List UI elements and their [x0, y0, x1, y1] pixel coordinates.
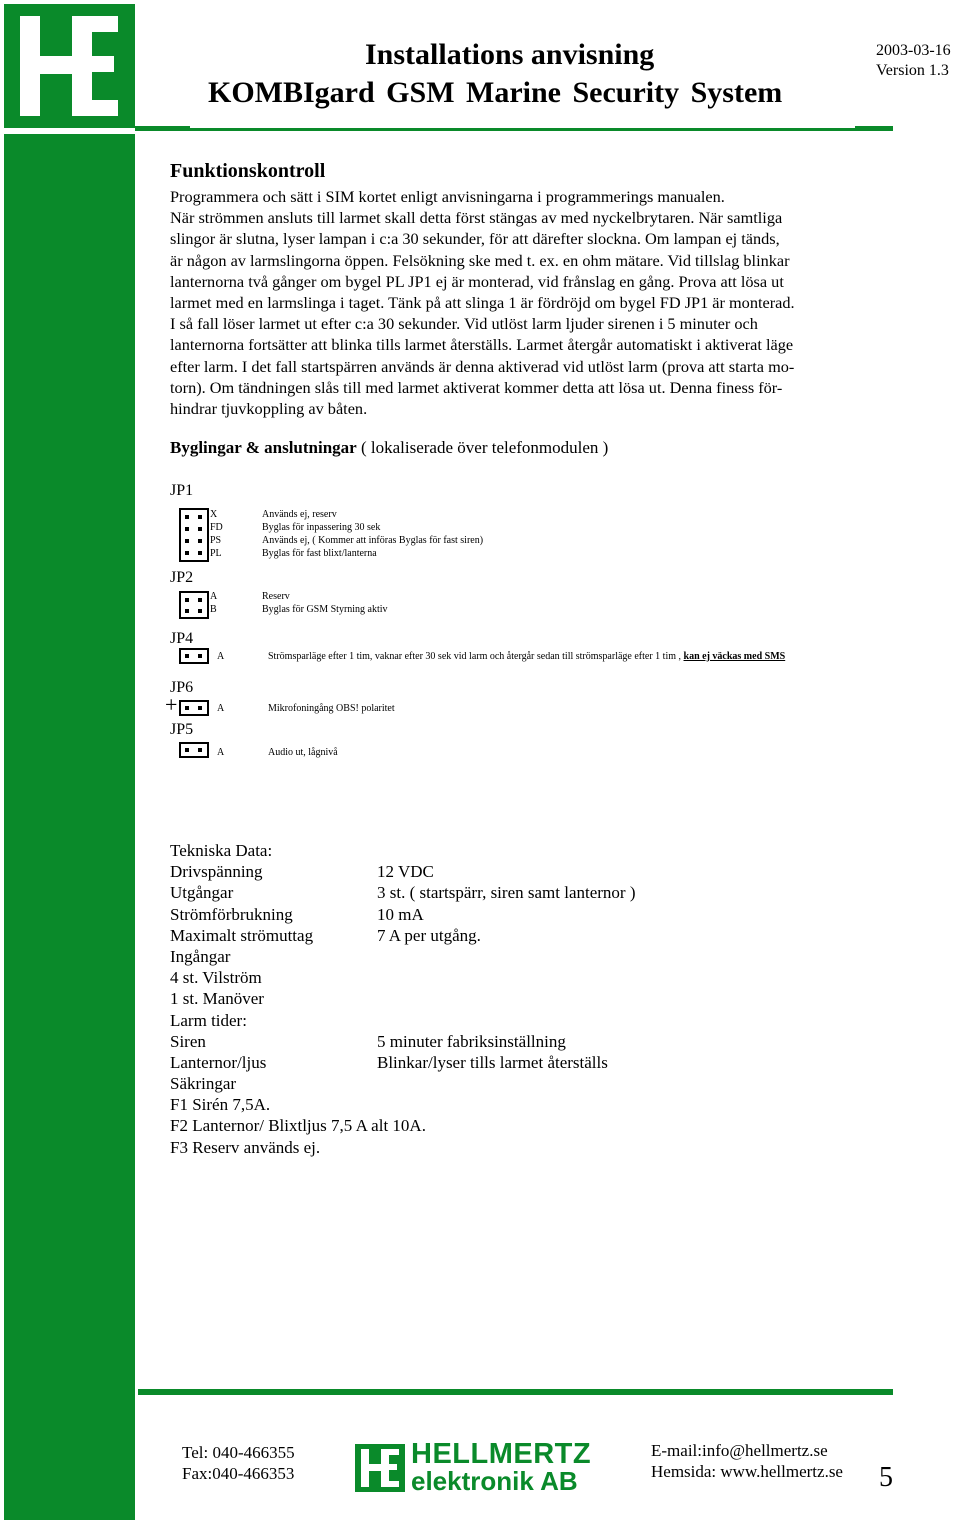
tech-row — [170, 1115, 426, 1136]
jp1-pin-x: X — [210, 509, 218, 520]
jp4-pin-a: A — [217, 651, 225, 662]
document-date: 2003-03-16 — [876, 42, 951, 59]
tech-value: Blinkar/lyser tills larmet återställs — [377, 1052, 608, 1072]
tech-row — [170, 1052, 608, 1073]
jp2-label: JP2 — [170, 569, 194, 586]
paragraph-line: lanternorna fortsätter att blinka tills larmet återställs. Larmet återgår automatiskt i aktiverat läge — [170, 335, 794, 355]
footer-fax: Fax:040-466353 — [182, 1464, 295, 1483]
document-subtitle: KOMBIgard GSM Marine Security System — [208, 76, 783, 109]
tech-key: Strömförbrukning — [170, 904, 293, 924]
paragraph-line: I så fall löser larmet ut efter c:a 30 sekunder. Vid utlöst larm ljuder sirenen i 5 minuter och — [170, 314, 758, 334]
tech-value: 7 A per utgång. — [377, 925, 481, 945]
jp1-pin-fd: FD — [210, 522, 223, 533]
company-logo — [4, 4, 135, 128]
jp2-desc-b: Byglas för GSM Styrning aktiv — [262, 604, 388, 615]
jp1-desc-fd: Byglas för inpassering 30 sek — [262, 522, 381, 533]
jp4-label: JP4 — [170, 630, 194, 647]
jp2-pin-b: B — [210, 604, 217, 615]
paragraph-line: hindrar tjuvkoppling av båten. — [170, 399, 368, 419]
jp1-connector-icon — [179, 508, 209, 562]
tech-key: F2 Lanternor/ Blixtljus 7,5 A alt 10A. — [170, 1116, 426, 1136]
jp6-plus-icon: + — [165, 692, 178, 717]
tech-row — [170, 1137, 426, 1158]
tech-key: 1 st. Manöver — [170, 989, 264, 1009]
footer-company-name: HELLMERTZ — [411, 1438, 592, 1470]
tech-key: Larm tider: — [170, 1010, 247, 1030]
section-paragraph — [170, 186, 882, 419]
jp2-connector-icon — [179, 591, 209, 619]
jp6-label: JP6 — [170, 679, 194, 696]
tech-key: Drivspänning — [170, 862, 263, 882]
section-title: Funktionskontroll — [170, 160, 326, 182]
jp6-desc: Mikrofoningång OBS! polaritet — [268, 703, 395, 714]
footer-email: E-mail:info@hellmertz.se — [651, 1441, 828, 1460]
jumpers-heading-rest: ( lokaliserade över telefonmodulen ) — [356, 438, 609, 457]
tech-value: 3 st. ( startspärr, siren samt lanternor ) — [377, 883, 636, 903]
page-number: 5 — [879, 1462, 893, 1493]
document-title: Installations anvisning — [365, 38, 655, 71]
jp5-pin-a: A — [217, 747, 225, 758]
footer-contact-phone — [182, 1442, 295, 1484]
tech-row — [170, 904, 426, 925]
tech-row — [170, 861, 434, 882]
paragraph-line: larmet med en larmslinga i taget. Tänk på att slinga 1 är fördröjd om bygel FD JP1 är monterad. — [170, 293, 795, 313]
jp4-desc-underline: kan ej väckas med SMS — [683, 651, 786, 662]
tech-row — [170, 1094, 426, 1115]
tech-row — [170, 1073, 426, 1094]
tech-key: Siren — [170, 1031, 206, 1051]
jp4-desc — [268, 651, 785, 662]
jp4-desc-text: Strömsparläge efter 1 tim, vaknar efter 30 sek vid larm och återgår sedan till strömsparläge efter 1 tim , — [268, 651, 682, 662]
document-version: Version 1.3 — [876, 62, 949, 79]
jp6-connector-icon — [179, 700, 209, 716]
tech-key: Säkringar — [170, 1074, 237, 1094]
tech-key: Utgångar — [170, 883, 234, 903]
header-rule — [135, 126, 893, 131]
tech-value: 12 VDC — [377, 862, 434, 882]
jp5-desc: Audio ut, lågnivå — [268, 747, 338, 758]
tech-key: F3 Reserv används ej. — [170, 1137, 321, 1157]
paragraph-line: är någon av larmslingorna öppen. Felsökning ske med t. ex. en ohm mätare. Vid tillslag blinkar — [170, 250, 790, 270]
paragraph-line: lanternorna två gånger om bygel PL JP1 ej är monterad, vid frånslag en gång. Prova att lösa ut — [170, 271, 784, 291]
paragraph-line: När strömmen ansluts till larmet skall detta först stängas av med nyckelbrytaren. När samtliga — [170, 208, 783, 228]
tech-key: Maximalt strömuttag — [170, 925, 314, 945]
jp1-desc-ps: Används ej, ( Kommer att införas Byglas för fast siren) — [262, 535, 484, 546]
paragraph-line: Programmera och sätt i SIM kortet enligt anvisningarna i programmerings manualen. — [170, 187, 725, 206]
tech-key: Ingångar — [170, 946, 231, 966]
paragraph-line: efter larm. I det fall startspärren används är denna aktiverad vid utlöst larm (prova att starta mo- — [170, 356, 795, 376]
jp1-pin-pl: PL — [210, 548, 222, 559]
tech-row — [170, 925, 481, 946]
jp1-desc-x: Används ej, reserv — [262, 509, 337, 520]
paragraph-line: torn). Om tändningen slås till med larmet aktiverat kommer detta att lösa ut. Denna finess för- — [170, 377, 783, 397]
jumpers-heading — [170, 438, 608, 458]
tech-row — [170, 1031, 566, 1052]
tech-value: 10 mA — [377, 904, 424, 924]
jp2-desc-a: Reserv — [262, 591, 290, 602]
side-bar-decoration — [4, 134, 135, 1520]
jp2-pin-a: A — [210, 591, 218, 602]
jp1-pin-ps: PS — [210, 535, 222, 546]
tech-row — [170, 967, 426, 988]
jumpers-heading-bold: Byglingar & anslutningar — [170, 438, 357, 457]
footer-company-suffix: elektronik AB — [411, 1466, 578, 1496]
tech-row — [170, 1010, 426, 1031]
jp4-connector-icon — [179, 648, 209, 664]
jp1-desc-pl: Byglas för fast blixt/lanterna — [262, 548, 377, 559]
tech-value: 5 minuter fabriksinställning — [377, 1031, 566, 1051]
footer-contact-web — [651, 1440, 843, 1482]
jp5-label: JP5 — [170, 721, 194, 738]
footer-logo-icon — [355, 1444, 405, 1492]
tech-title: Tekniska Data: — [170, 841, 273, 860]
tech-row — [170, 988, 426, 1009]
footer-website: Hemsida: www.hellmertz.se — [651, 1462, 843, 1481]
tech-key: 4 st. Vilström — [170, 968, 262, 988]
jp5-connector-icon — [179, 742, 209, 758]
tech-key: Lanternor/ljus — [170, 1052, 267, 1072]
footer-tel: Tel: 040-466355 — [182, 1443, 295, 1462]
paragraph-line: slingor är slutna, lyser lampan i c:a 30 sekunder, för att därefter slockna. Om lampan ej tänds, — [170, 229, 780, 249]
tech-data — [170, 840, 636, 1158]
jp1-label: JP1 — [170, 482, 194, 499]
tech-row — [170, 946, 426, 967]
footer-rule — [138, 1389, 893, 1395]
tech-row — [170, 882, 636, 903]
he-logo-icon — [4, 4, 135, 128]
tech-key: F1 Sirén 7,5A. — [170, 1095, 271, 1115]
jp6-pin-a: A — [217, 703, 225, 714]
